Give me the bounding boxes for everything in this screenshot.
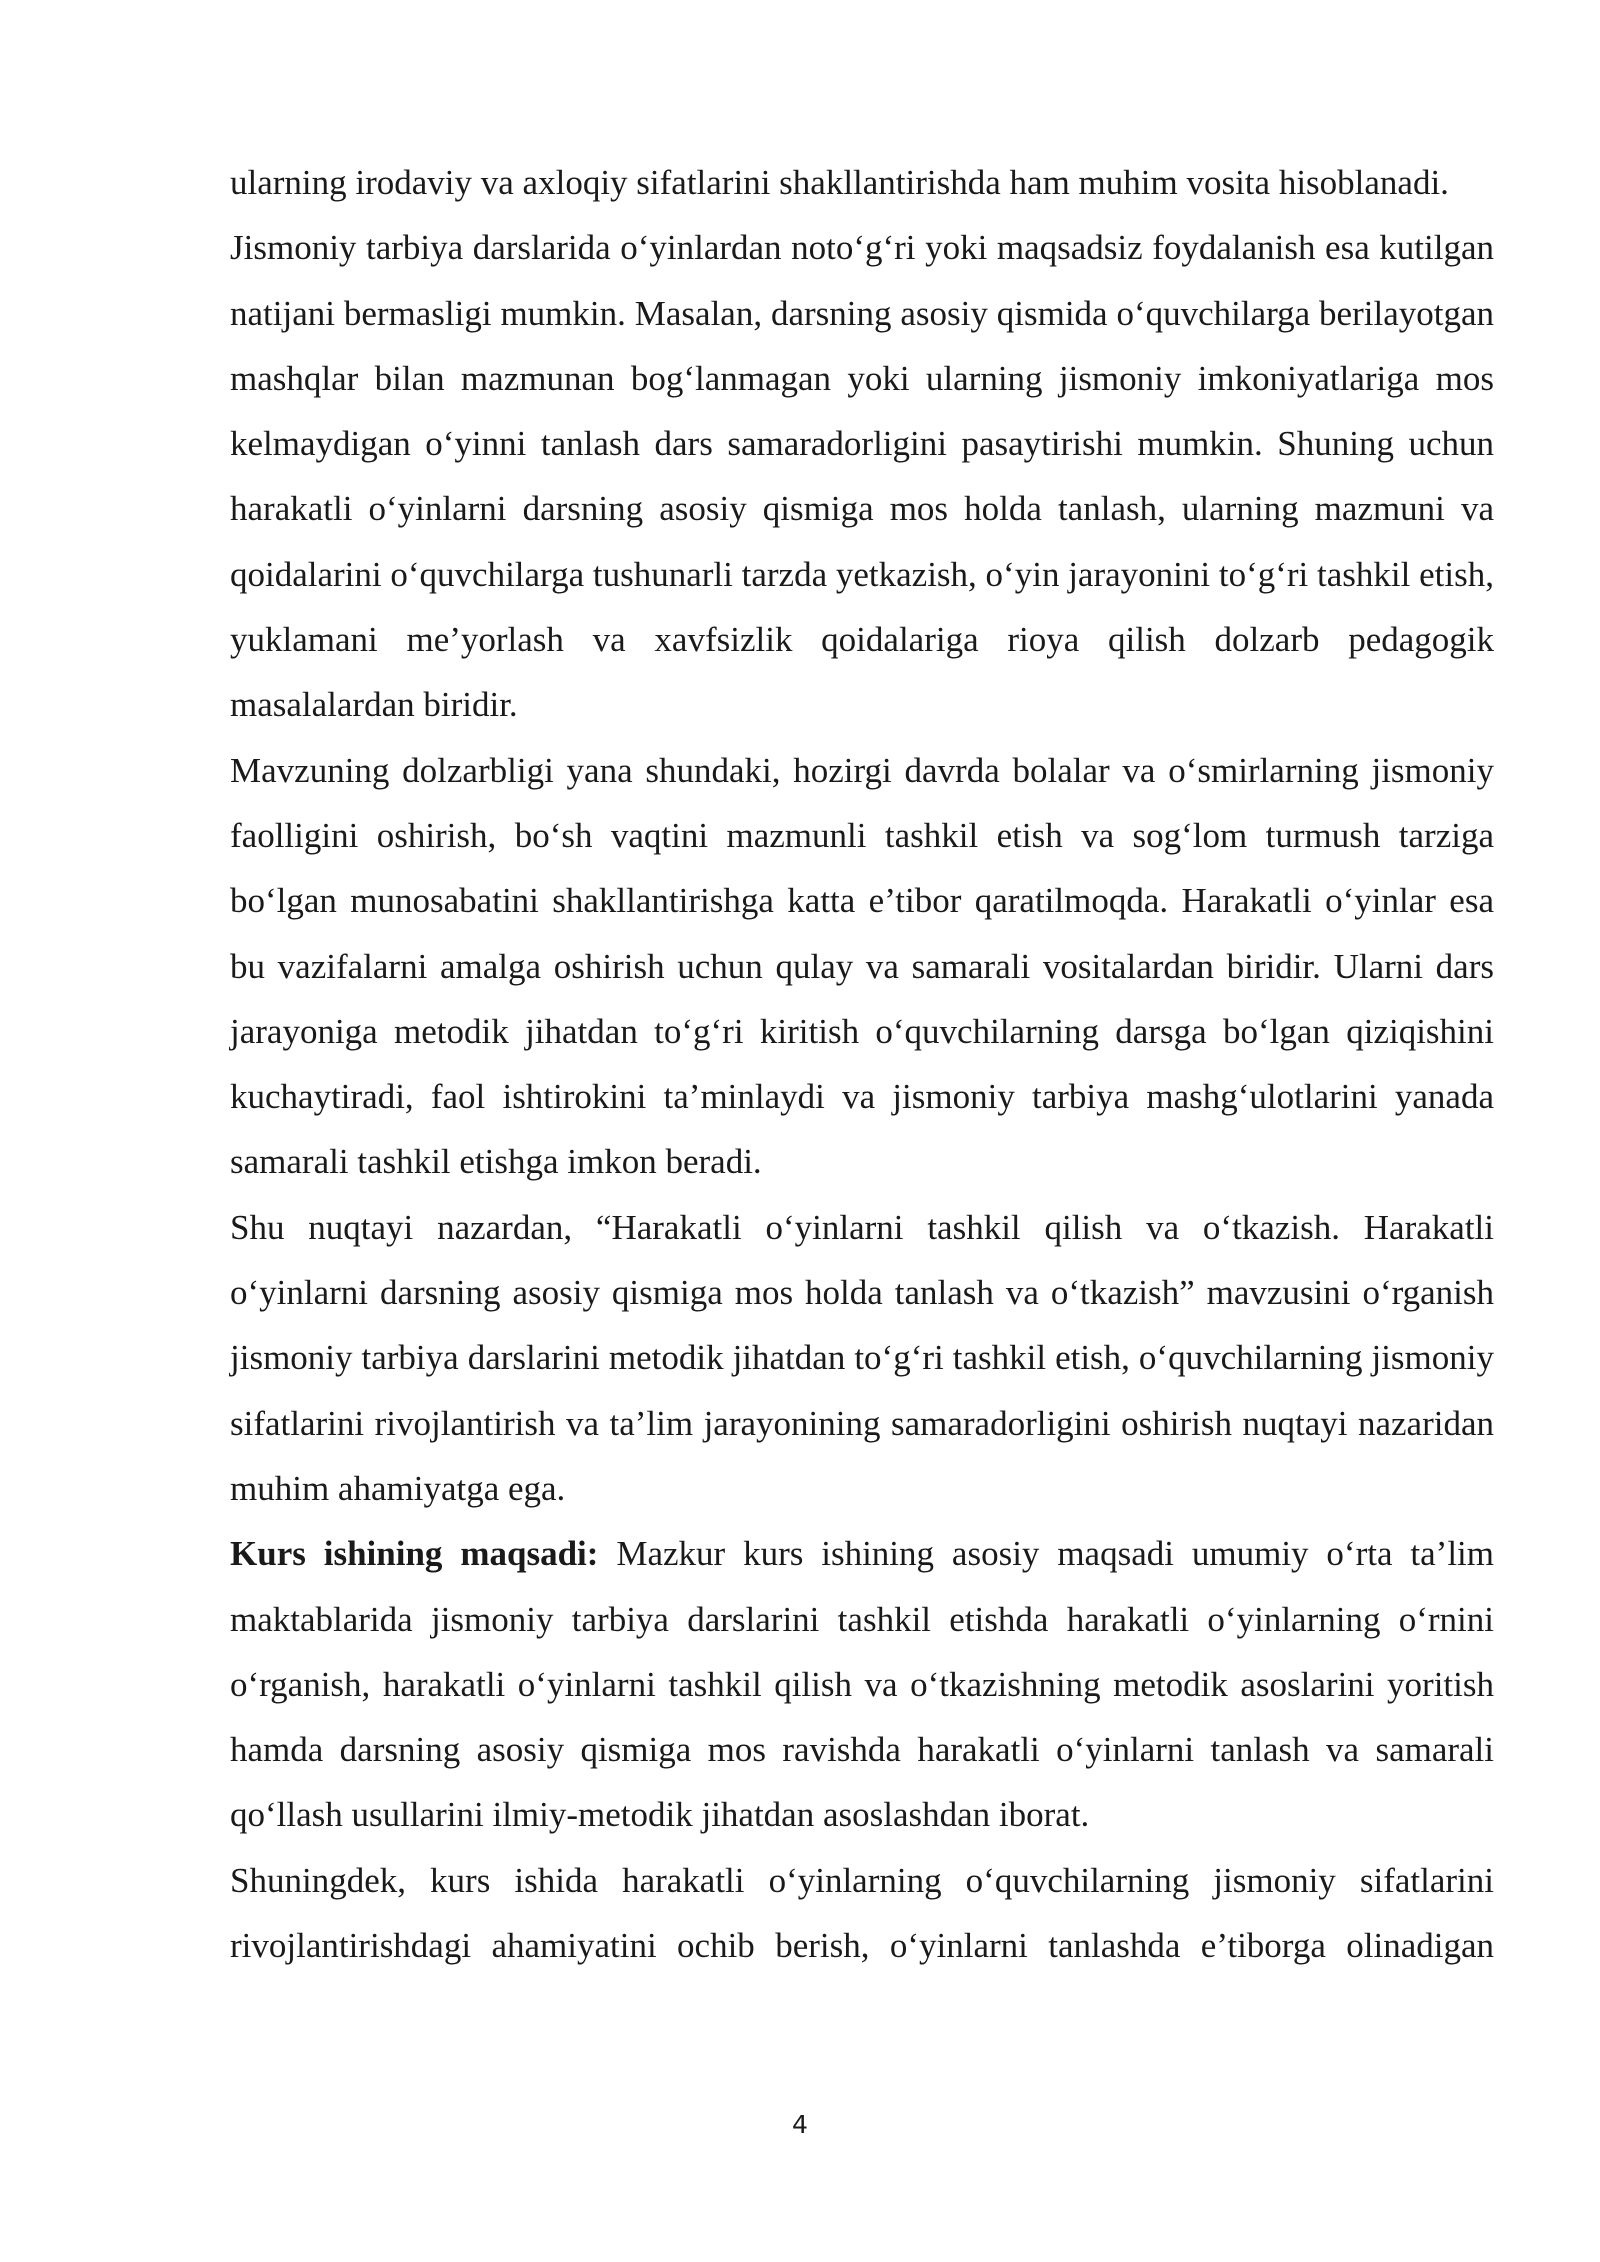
paragraph-3 xyxy=(230,738,1494,1195)
paragraph-2 xyxy=(230,215,1494,737)
course-goal-heading: Kurs ishining maqsadi: xyxy=(230,1534,599,1574)
paragraph-5-course-goal xyxy=(230,1521,1494,1847)
body-text xyxy=(230,150,1494,1978)
paragraph-4 xyxy=(230,1195,1494,1521)
paragraph-2-text: Jismoniy tarbiya darslarida o‘yinlardan noto‘g‘ri yoki maqsadsiz foydalanish esa kutilgan natijani bermasligi mumkin. Masalan, darsning asosiy qismida o‘quvchilarga berilayotgan mashqlar bilan mazmunan bog‘lanmagan yoki ularning jismoniy imkoniyatlariga mos kelmaydigan o‘yinni tanlash dars samaradorligini pasaytirishi mumkin. Shuning uchun harakatli o‘yinlarni darsning asosiy qismiga mos holda tanlash, ularning mazmuni va qoidalarini o‘quvchilarga tushunarli tarzda yetkazish, o‘yin jarayonini to‘g‘ri tashkil etish, yuklamani me’yorlash va xavfsizlik qoidalariga rioya qilish dolzarb pedagogik masalalardan biridir. xyxy=(230,228,1494,725)
paragraph-6 xyxy=(230,1848,1494,1979)
paragraph-1 xyxy=(230,150,1494,215)
page-number: 4 xyxy=(792,2110,808,2139)
paragraph-6-text: Shuningdek, kurs ishida harakatli o‘yinlarning o‘quvchilarning jismoniy sifatlarini rivojlantirishdagi ahamiyatini ochib berish, o‘yinlarni tanlashda e’tiborga olinadigan xyxy=(230,1860,1494,1966)
paragraph-4-text: Shu nuqtayi nazardan, “Harakatli o‘yinlarni tashkil qilish va o‘tkazish. Harakatli o‘yinlarni darsning asosiy qismiga mos holda tanlash va o‘tkazish” mavzusini o‘rganish jismoniy tarbiya darslarini metodik jihatdan to‘g‘ri tashkil etish, o‘quvchilarning jismoniy sifatlarini rivojlantirish va ta’lim jarayonining samaradorligini oshirish nuqtayi nazaridan muhim ahamiyatga ega. xyxy=(230,1207,1494,1508)
paragraph-3-text: Mavzuning dolzarbligi yana shundaki, hozirgi davrda bolalar va o‘smirlarning jismoniy faolligini oshirish, bo‘sh vaqtini mazmunli tashkil etish va sog‘lom turmush tarziga bo‘lgan munosabatini shakllantirishga katta e’tibor qaratilmoqda. Harakatli o‘yinlar esa bu vazifalarni amalga oshirish uchun qulay va samarali vositalardan biridir. Ularni dars jarayoniga metodik jihatdan to‘g‘ri kiritish o‘quvchilarning darsga bo‘lgan qiziqishini kuchaytiradi, faol ishtirokini ta’minlaydi va jismoniy tarbiya mashg‘ulotlarini yanada samarali tashkil etishga imkon beradi. xyxy=(230,750,1494,1182)
paragraph-5-text: Mazkur kurs ishining asosiy maqsadi umumiy o‘rta ta’lim maktablarida jismoniy tarbiya darslarini tashkil etishda harakatli o‘yinlarning o‘rnini o‘rganish, harakatli o‘yinlarni tashkil qilish va o‘tkazishning metodik asoslarini yoritish hamda darsning asosiy qismiga mos ravishda harakatli o‘yinlarni tanlash va samarali qo‘llash usullarini ilmiy-metodik jihatdan asoslashdan iborat. xyxy=(230,1534,1494,1835)
paragraph-1-text: ularning irodaviy va axloqiy sifatlarini shakllantirishda ham muhim vosita hisoblanadi. xyxy=(230,163,1449,202)
